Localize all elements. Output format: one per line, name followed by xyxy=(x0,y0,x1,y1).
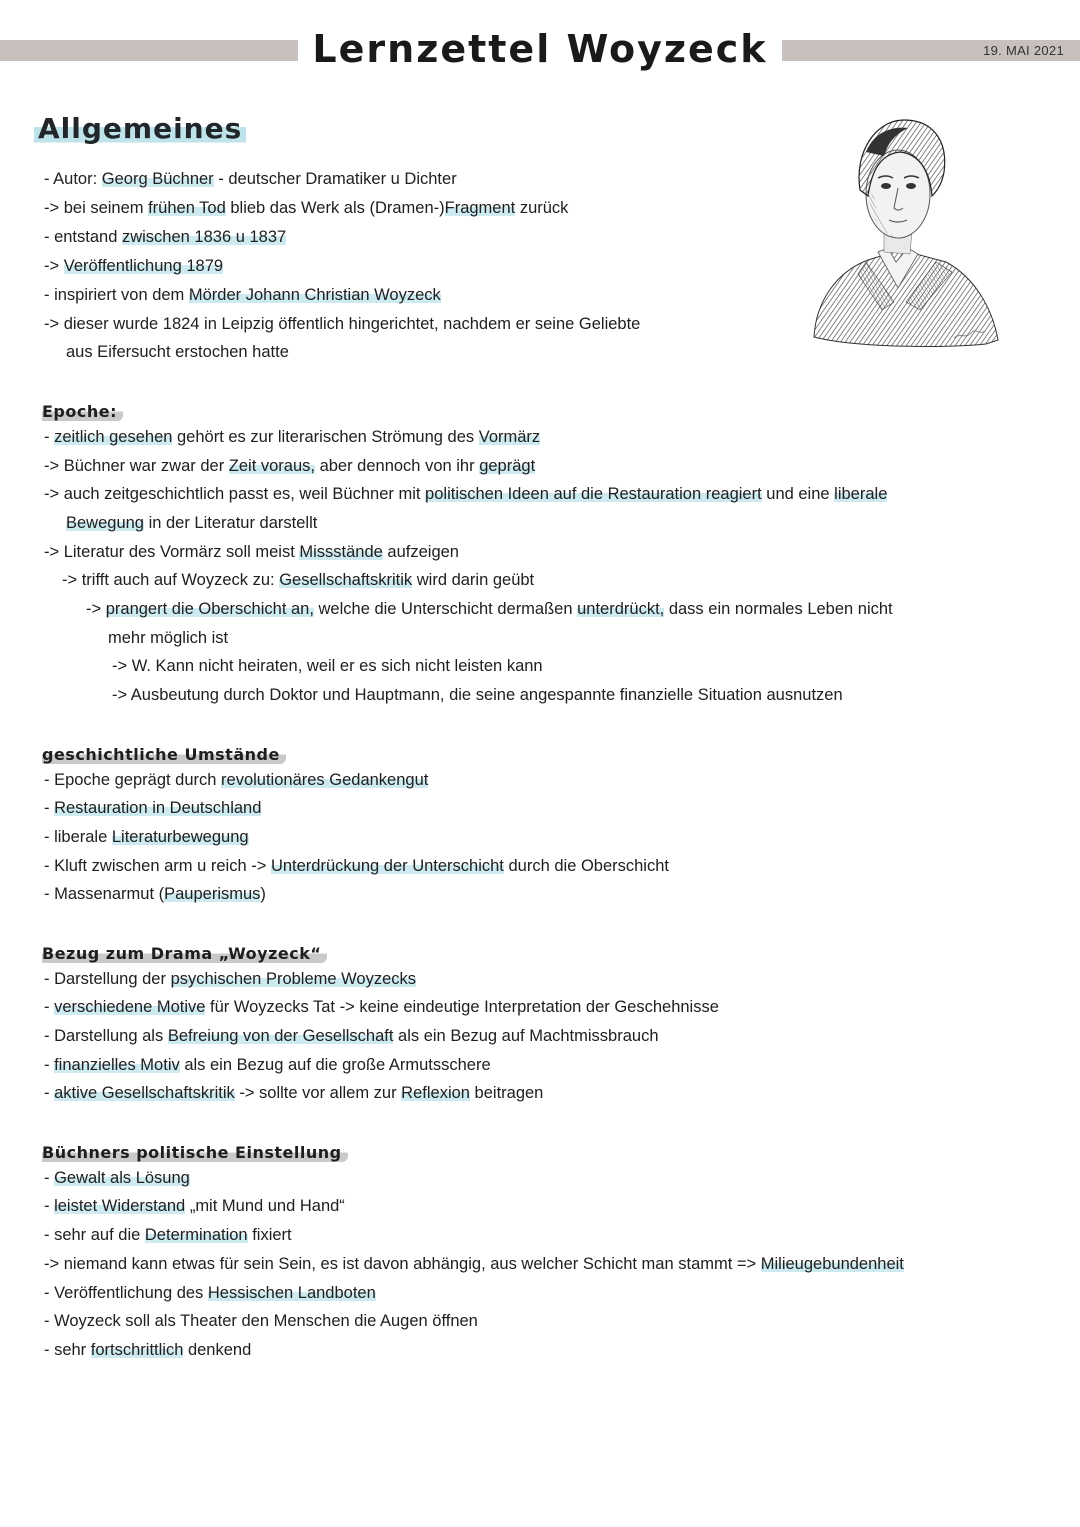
highlighted-text: zeitlich gesehen xyxy=(54,428,173,446)
heading-epoche: Epoche: xyxy=(42,402,123,421)
highlighted-text: Missstände xyxy=(299,543,383,561)
geschichte-line-3 xyxy=(44,826,249,848)
text-segment: und eine xyxy=(761,485,835,503)
highlighted-text: zwischen 1836 u 1837 xyxy=(121,228,287,246)
epoche-line-6 xyxy=(62,569,534,591)
text-segment: - sehr auf die xyxy=(44,1226,145,1244)
text-segment: - xyxy=(44,1084,55,1102)
politik-line-2 xyxy=(44,1195,345,1217)
page-date: 19. MAI 2021 xyxy=(983,43,1064,58)
highlighted-text: unterdrückt, xyxy=(577,600,665,618)
highlighted-text: verschiedene Motive xyxy=(54,998,206,1016)
text-segment: - Darstellung als xyxy=(44,1027,168,1045)
highlighted-text: Hessischen Landboten xyxy=(207,1284,376,1302)
text-segment: welche die Unterschicht dermaßen xyxy=(313,600,578,618)
text-segment: -> sollte vor allem zur xyxy=(234,1084,402,1102)
text-segment: aus Eifersucht erstochen hatte xyxy=(66,343,289,361)
heading-geschichte: geschichtliche Umstände xyxy=(42,745,286,764)
text-segment: - Darstellung der xyxy=(44,970,171,988)
text-segment: -> trifft auch auf Woyzeck zu: xyxy=(62,571,280,589)
text-segment: - Woyzeck soll als Theater den Menschen die Augen öffnen xyxy=(44,1312,478,1330)
politik-line-1 xyxy=(44,1167,190,1189)
text-segment: als ein Bezug auf die große Armutsschere xyxy=(179,1056,491,1074)
geschichte-line-5 xyxy=(44,883,266,905)
text-segment: - inspiriert von dem xyxy=(44,286,189,304)
highlighted-text: Fragment xyxy=(444,199,516,217)
highlighted-text: Georg Büchner xyxy=(101,170,214,188)
highlighted-text: aktive Gesellschaftskritik xyxy=(54,1084,235,1102)
highlighted-text: Milieugebundenheit xyxy=(760,1255,904,1273)
text-segment: - Kluft zwischen arm u reich -> xyxy=(44,857,271,875)
highlighted-text: politischen Ideen auf die Restauration reagiert xyxy=(425,485,762,503)
highlighted-text: prangert die Oberschicht an, xyxy=(105,600,314,618)
highlighted-text: Unterdrückung der Unterschicht xyxy=(270,857,504,875)
text-segment: -> W. Kann nicht heiraten, weil er es sich nicht leisten kann xyxy=(112,657,543,675)
heading-bezug: Bezug zum Drama „Woyzeck“ xyxy=(42,944,327,963)
text-segment: aufzeigen xyxy=(382,543,459,561)
text-segment: - deutscher Dramatiker u Dichter xyxy=(213,170,457,188)
text-segment: - sehr xyxy=(44,1341,91,1359)
text-segment: durch die Oberschicht xyxy=(503,857,669,875)
text-segment: - Autor: xyxy=(44,170,102,188)
highlighted-text: liberale xyxy=(834,485,888,503)
allgemeines-line-1 xyxy=(44,168,457,190)
text-segment: -> xyxy=(44,257,64,275)
text-segment: - xyxy=(44,428,55,446)
text-segment: - xyxy=(44,1056,55,1074)
text-segment: -> dieser wurde 1824 in Leipzig öffentlich hingerichtet, nachdem er seine Geliebte xyxy=(44,315,641,333)
allgemeines-line-6 xyxy=(44,313,640,335)
highlighted-text: Befreiung von der Gesellschaft xyxy=(167,1027,394,1045)
highlighted-text: Bewegung xyxy=(66,514,144,532)
bezug-line-4 xyxy=(44,1054,491,1076)
highlighted-text: revolutionäres Gedankengut xyxy=(221,771,429,789)
highlighted-text: psychischen Probleme Woyzecks xyxy=(170,970,417,988)
epoche-line-7 xyxy=(86,598,893,620)
text-segment: -> Ausbeutung durch Doktor und Hauptmann, die seine angespannte finanzielle Situation ausnutzen xyxy=(112,686,843,704)
text-segment: „mit Mund und Hand“ xyxy=(185,1197,345,1215)
text-segment: denkend xyxy=(183,1341,252,1359)
geschichte-line-2 xyxy=(44,797,261,819)
text-segment: -> niemand kann etwas für sein Sein, es ist davon abhängig, aus welcher Schicht man stammt => xyxy=(44,1255,761,1273)
text-segment: für Woyzecks Tat -> keine eindeutige Interpretation der Geschehnisse xyxy=(205,998,719,1016)
text-segment: - Massenarmut ( xyxy=(44,885,165,903)
epoche-line-10 xyxy=(112,684,843,706)
politik-line-6 xyxy=(44,1310,478,1332)
text-segment: mehr möglich ist xyxy=(108,629,229,647)
bezug-line-3 xyxy=(44,1025,659,1047)
text-segment: - Veröffentlichung des xyxy=(44,1284,208,1302)
bezug-line-2 xyxy=(44,996,719,1018)
highlighted-text: Zeit voraus, xyxy=(228,457,315,475)
text-segment: - xyxy=(44,1169,55,1187)
text-segment: - Epoche geprägt durch xyxy=(44,771,222,789)
text-segment: - xyxy=(44,799,55,817)
bezug-line-1 xyxy=(44,968,416,990)
highlighted-text: Gewalt als Lösung xyxy=(54,1169,190,1187)
text-segment: dass ein normales Leben nicht xyxy=(664,600,893,618)
epoche-line-1 xyxy=(44,426,540,448)
allgemeines-line-5 xyxy=(44,284,441,306)
text-segment: gehört es zur literarischen Strömung des xyxy=(172,428,479,446)
text-segment: blieb das Werk als (Dramen-) xyxy=(225,199,445,217)
text-segment: -> xyxy=(86,600,106,618)
geschichte-line-1 xyxy=(44,769,428,791)
highlighted-text: finanzielles Motiv xyxy=(54,1056,180,1074)
text-segment: - xyxy=(44,1197,55,1215)
epoche-line-2 xyxy=(44,455,535,477)
highlighted-text: Restauration in Deutschland xyxy=(54,799,262,817)
epoche-line-8 xyxy=(108,627,228,649)
text-segment: ) xyxy=(260,885,266,903)
politik-line-7 xyxy=(44,1339,251,1361)
text-segment: - liberale xyxy=(44,828,112,846)
highlighted-text: geprägt xyxy=(479,457,536,475)
highlighted-text: fortschrittlich xyxy=(90,1341,184,1359)
politik-line-3 xyxy=(44,1224,292,1246)
text-segment: -> bei seinem xyxy=(44,199,149,217)
bezug-line-5 xyxy=(44,1082,543,1104)
highlighted-text: frühen Tod xyxy=(148,199,226,217)
highlighted-text: Gesellschaftskritik xyxy=(279,571,413,589)
section-title-allgemeines: Allgemeines xyxy=(34,112,246,145)
portrait-illustration xyxy=(796,112,1002,352)
politik-line-5 xyxy=(44,1282,376,1304)
allgemeines-line-4 xyxy=(44,255,223,277)
text-segment: in der Literatur darstellt xyxy=(143,514,318,532)
heading-politik: Büchners politische Einstellung xyxy=(42,1143,348,1162)
epoche-line-4 xyxy=(66,512,317,534)
text-segment: fixiert xyxy=(247,1226,292,1244)
allgemeines-line-7 xyxy=(66,341,289,363)
text-segment: aber dennoch von ihr xyxy=(314,457,480,475)
allgemeines-line-2 xyxy=(44,197,568,219)
text-segment: - xyxy=(44,998,55,1016)
highlighted-text: Literaturbewegung xyxy=(111,828,249,846)
text-segment: zurück xyxy=(515,199,569,217)
text-segment: -> auch zeitgeschichtlich passt es, weil Büchner mit xyxy=(44,485,426,503)
highlighted-text: Veröffentlichung 1879 xyxy=(63,257,224,275)
text-segment: -> Literatur des Vormärz soll meist xyxy=(44,543,300,561)
text-segment: -> Büchner war zwar der xyxy=(44,457,229,475)
text-segment: - entstand xyxy=(44,228,122,246)
text-segment: als ein Bezug auf Machtmissbrauch xyxy=(393,1027,659,1045)
highlighted-text: Vormärz xyxy=(478,428,541,446)
epoche-line-3 xyxy=(44,483,887,505)
highlighted-text: leistet Widerstand xyxy=(54,1197,186,1215)
politik-line-4 xyxy=(44,1253,904,1275)
page-title: Lernzettel Woyzeck xyxy=(0,26,1080,72)
highlighted-text: Pauperismus xyxy=(164,885,261,903)
highlighted-text: Mörder Johann Christian Woyzeck xyxy=(188,286,441,304)
epoche-line-9 xyxy=(112,655,543,677)
text-segment: beitragen xyxy=(469,1084,544,1102)
highlighted-text: Determination xyxy=(144,1226,248,1244)
geschichte-line-4 xyxy=(44,855,669,877)
highlighted-text: Reflexion xyxy=(401,1084,470,1102)
epoche-line-5 xyxy=(44,541,459,563)
text-segment: wird darin geübt xyxy=(412,571,535,589)
allgemeines-line-3 xyxy=(44,226,286,248)
